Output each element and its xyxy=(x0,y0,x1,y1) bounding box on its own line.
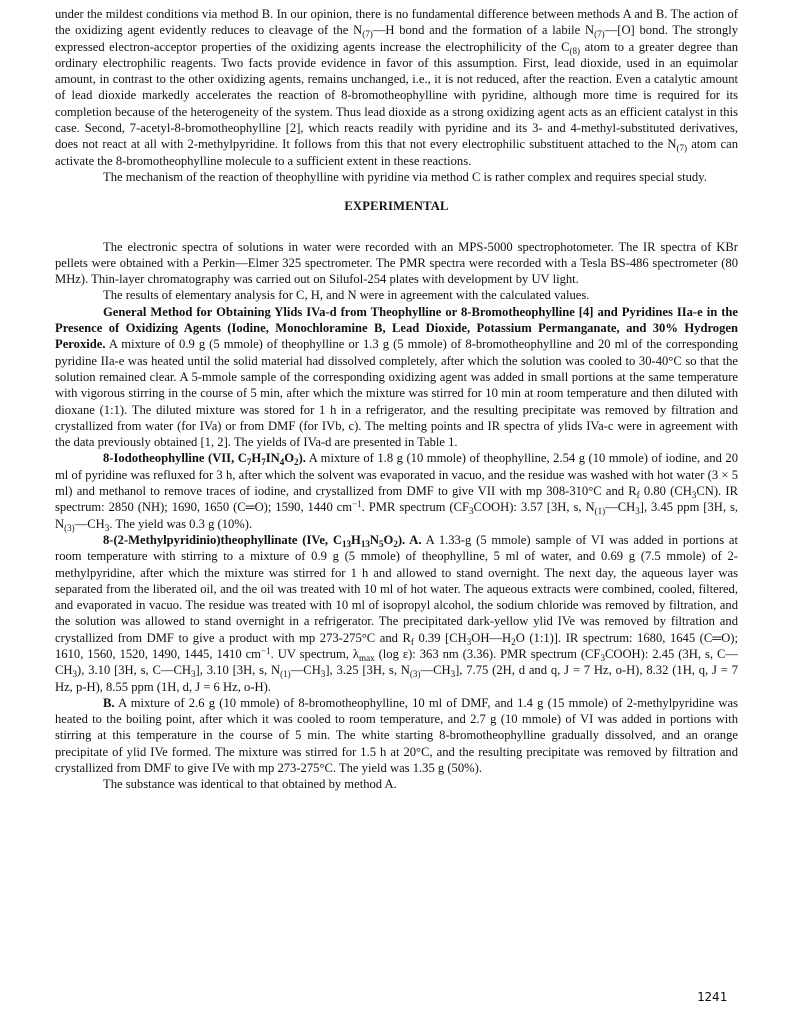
text-run: atom to a greater degree than ordinary electrophilic reagents. Two facts provide evidence in favor of this assumption. First, lead dioxide, used in an equimolar amount, in contrast to the other oxidizing agents, remains unchanged, i.e., it is not reduced, after the reaction. Even a catalytic amount of lead dioxide markedly accelerates the reaction of 8-bromotheophylline with pyridine, although more time is required for its completion because of the heterogeneity of the system. Thus lead dioxide as a strong oxidizing agent acts as an efficient catalyst in this case. Second, 7-acetyl-8-bromotheophylline [2], which reacts readily with pyridine and its 3- and 4-methyl-substituted derivatives, does not react at all with 2-methylpyridine. It follows from this that not every electrophilic substituent attached to the N xyxy=(55,39,738,152)
paragraph-method-discussion xyxy=(55,6,738,169)
subscript-run: 3 xyxy=(104,522,110,533)
text-run: 0.80 (CH xyxy=(639,484,692,499)
subscript-run: 3 xyxy=(191,669,196,680)
text-run: —H bond and the formation of a labile N xyxy=(372,23,595,38)
bold-text-run: O xyxy=(383,532,394,547)
subscript-run: (7) xyxy=(676,143,688,154)
paragraph-mechanism-note xyxy=(55,169,738,185)
subscript-run: (8) xyxy=(569,45,581,56)
subscript-run: f xyxy=(636,489,640,500)
text-run: . PMR spectrum (CF xyxy=(361,500,470,515)
bold-text-run: H xyxy=(351,532,361,547)
text-run: ], 3.25 [3H, s, N xyxy=(325,663,410,678)
text-run: ], 3.10 [3H, s, N xyxy=(195,663,281,678)
subscript-run: (3) xyxy=(409,669,421,680)
subscript-run: 5 xyxy=(378,538,384,549)
paragraph-method-b xyxy=(55,695,738,776)
bold-text-run: N xyxy=(369,532,379,547)
subscript-run: 3 xyxy=(600,652,605,663)
text-run: ], 3.45 ppm [3H, s, N xyxy=(55,500,739,531)
text-run: A 1.33-g (5 mmole) sample of VI was added in portions at room temperature with stirring to a mixture of 0.9 g (5 mmole) of theophylline, 5 ml of water, and 0.69 g (7.5 mmole) of 2-methylpyridine, after which the mixture was stirred for 1 h and allowed to stand overnight. The next day, the aqueous layer was separated from the liberated oil, and the oil was treated with 10 ml of hot water. The aqueous extracts were combined, cooled, filtered, and evaporated in vacuo. The residue was treated with 10 ml of isopropyl alcohol, the sodium chloride was removed by filtration, and the solution was allowed to stand overnight in a refrigerator. The precipitated dark-yellow ylid IVe was removed by filtration and crystallized from DMF to give a product with mp 273-275°C and R xyxy=(55,532,738,645)
bold-text-run: General Method for Obtaining Ylids IVa-d from Theophylline or 8-Bromotheophylline [4] and Pyridines IIa-e in the Presence of Oxidizing Agents (Iodine, Monochloramine B, Lead Dioxide, Potassium Permanganate, and 30% Hydrogen Peroxide. xyxy=(55,304,738,352)
subscript-run: max xyxy=(359,652,375,663)
subscript-run: 7 xyxy=(261,457,266,468)
bold-text-run: H xyxy=(251,451,262,466)
text-run: A mixture of 1.8 g (10 mmole) of theophylline, 2.54 g (10 mmole) of iodine, and 20 ml of pyridine was refluxed for 3 h, after which the solvent was evaporated in vacuo, and the residue was washed with hot water (3 × 5 ml) and methanol to remove traces of iodine, and crystallized from DMF to give VII with mp 308-310°C and R xyxy=(55,451,738,499)
paragraph-general-method xyxy=(55,304,738,451)
subscript-run: f xyxy=(410,636,414,647)
text-column xyxy=(55,6,738,793)
bold-text-run: 8-(2-Methylpyridinio)theophyllinate (IVe, C xyxy=(103,532,342,547)
subscript-run: (7) xyxy=(594,29,605,40)
text-run: ), 3.10 [3H, s, C—CH xyxy=(77,663,192,678)
superscript-run: −1 xyxy=(260,645,271,656)
subscript-run: 3 xyxy=(320,669,326,680)
text-run: The results of elementary analysis for C, H, and N were in agreement with the calculated values. xyxy=(103,288,590,303)
subscript-run: (7) xyxy=(362,29,373,40)
paragraph-elemental-analysis xyxy=(55,287,738,303)
text-run: COOH): 3.57 [3H, s, N xyxy=(473,500,595,515)
text-run: atom can activate the 8-bromotheophylline molecule to a sufficient extent in these reactions. xyxy=(55,137,738,168)
text-run: (log ε): 363 nm (3.36). PMR spectrum (CF xyxy=(374,646,601,661)
bold-text-run: 8-Iodotheophylline (VII, C xyxy=(103,451,247,466)
subscript-run: 3 xyxy=(72,669,78,680)
bold-text-run: ). xyxy=(397,532,406,547)
subscript-run: 2 xyxy=(393,538,398,549)
subscript-run: 13 xyxy=(341,538,352,549)
subscript-run: 3 xyxy=(469,506,474,517)
subscript-run: (1) xyxy=(280,669,291,680)
paragraph-identity-note xyxy=(55,776,738,792)
subscript-run: 3 xyxy=(450,669,456,680)
text-run: The substance was identical to that obtained by method A. xyxy=(103,777,397,792)
subscript-run: 4 xyxy=(279,457,285,468)
bold-text-run: ). xyxy=(298,451,306,466)
subscript-run: 2 xyxy=(294,457,299,468)
paragraph-instrumentation xyxy=(55,239,738,288)
subscript-run: 7 xyxy=(246,457,252,468)
text-run: EXPERIMENTAL xyxy=(344,199,449,214)
text-run: ], 7.75 (2H, d and q, J = 7 Hz, o-H), 8.32 (1H, q, J = 7 Hz, p-H), 8.55 ppm (1H, d, J = 6 Hz, o-H). xyxy=(55,663,738,694)
text-run: —CH xyxy=(74,516,105,531)
subscript-run: 13 xyxy=(360,538,370,549)
text-run: A mixture of 2.6 g (10 mmole) of 8-bromotheophylline, 10 ml of DMF, and 1.4 g (15 mmole) of 2-methylpyridine was heated to the boiling point, after which it was cooled to room temperature, and 2.7 g (10 mmole) of VI was added in portions with stirring at this temperature in the course of 5 min. The white starting 8-bromotheophylline gradually dissolved, and an orange precipitate of ylid IVe formed. The mixture was stirred for 1.5 h at 20°C, and the resulting precipitate was removed by filtration and crystallized from DMF to give IVe with mp 273-275°C. The yield was 1.35 g (50%). xyxy=(55,695,738,776)
bold-text-run: O xyxy=(284,451,295,466)
paragraph-iodotheophylline xyxy=(55,450,738,531)
text-run: —CH xyxy=(605,500,636,515)
text-run: COOH): 2.45 (3H, s, C—CH xyxy=(55,646,738,678)
subscript-run: 3 xyxy=(691,489,697,500)
text-run: . The yield was 0.3 g (10%). xyxy=(109,516,253,531)
subscript-run: 3 xyxy=(635,506,640,517)
bold-text-run: IN xyxy=(265,451,280,466)
paragraph-methylpyridinio-method-a xyxy=(55,532,738,695)
text-run: . UV spectrum, λ xyxy=(270,646,360,661)
subscript-run: 3 xyxy=(466,636,472,647)
text-run: OH—H xyxy=(471,630,512,645)
superscript-run: −1 xyxy=(352,499,362,510)
bold-text-run: A. xyxy=(405,532,422,547)
subscript-run: 2 xyxy=(511,636,516,647)
bold-text-run: B. xyxy=(103,695,115,710)
text-run: —[O] bond. The strongly expressed electron-acceptor properties of the oxidizing agents increase the electrophilicity of the C xyxy=(55,23,738,54)
text-run: under the mildest conditions via method B. In our opinion, there is no fundamental difference between methods A and B. The action of the oxidizing agent evidently reduces to cleavage of the N xyxy=(55,7,738,38)
text-run: The electronic spectra of solutions in water were recorded with an MPS-5000 spectrophotometer. The IR spectra of KBr pellets were obtained with a Perkin—Elmer 325 spectrometer. The PMR spectra were recorded with a Tesla BS-486 spectrometer (80 MHz). Thin-layer chromatography was carried out on Silufol-254 plates with development by UV light. xyxy=(55,239,738,287)
section-heading-experimental xyxy=(55,198,738,214)
subscript-run: (3) xyxy=(64,522,75,533)
text-run: A mixture of 0.9 g (5 mmole) of theophylline or 1.3 g (5 mmole) of 8-bromotheophylline and 20 ml of the corresponding pyridine IIa-e was heated until the solid material had dissolved completely, after which the solution was cooled to 30-40°C so that the solution remained clear. A 5-mmole sample of the corresponding oxidizing agent was added in small portions at the same temperature with vigorous stirring in the course of 5 min, after which the mixture was stirred for 10 min at room temperature and then diluted with dioxane (1:1). The diluted mixture was stored for 1 h in a refrigerator, and the resulting precipitate was removed by filtration and crystallized from water (for IVa) or from DMF (for IVb, c). The melting points and IR spectra of ylids IVa-c were in agreement with the data previously obtained [1, 2]. The yields of IVa-d are presented in Table 1. xyxy=(55,337,738,450)
text-run: 0.39 [CH xyxy=(413,630,467,645)
text-run: —CH xyxy=(420,663,451,678)
subscript-run: (1) xyxy=(594,506,606,517)
text-run: O (1:1)]. IR spectrum: 1680, 1645 (C═O); 1610, 1560, 1520, 1490, 1445, 1410 cm xyxy=(55,630,738,661)
text-run: CN). IR spectrum: 2850 (NH); 1690, 1650 (C═O); 1590, 1440 cm xyxy=(55,484,738,515)
page-number: 1241 xyxy=(697,989,728,1004)
text-run: The mechanism of the reaction of theophylline with pyridine via method C is rather complex and requires special study. xyxy=(103,169,707,184)
text-run: —CH xyxy=(290,663,321,678)
